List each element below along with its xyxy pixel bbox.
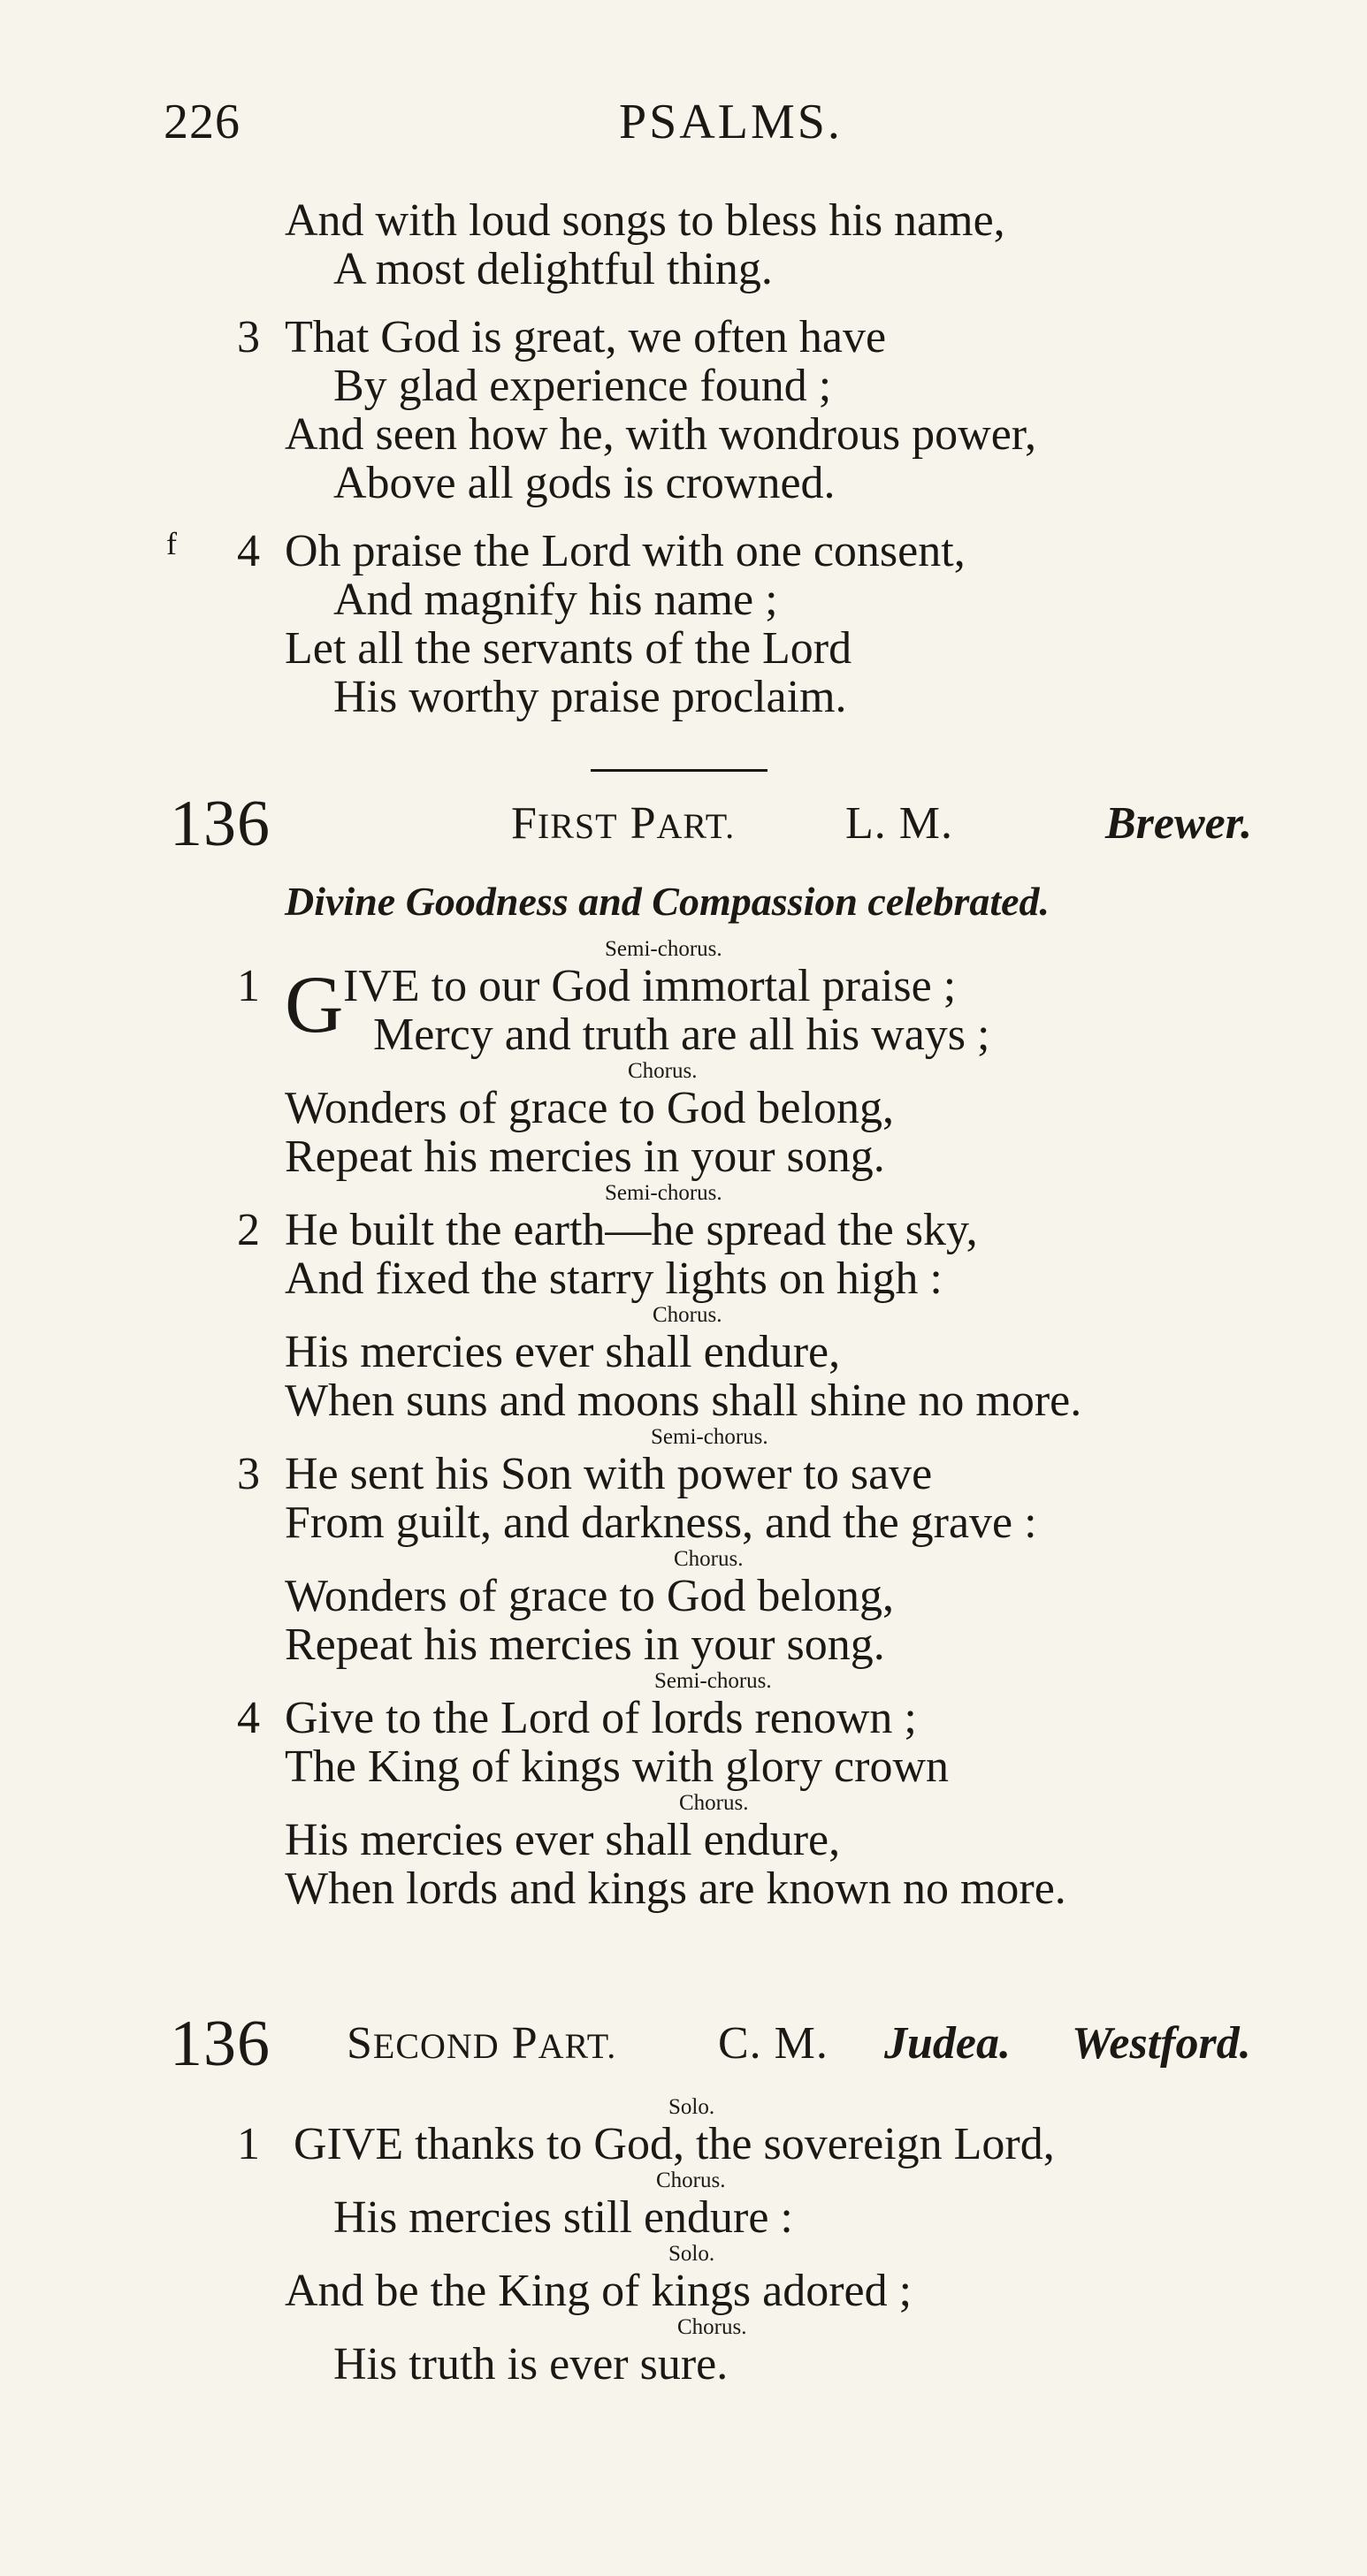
verse-line: Oh praise the Lord with one consent, — [285, 526, 966, 576]
dynamic-mark: f — [166, 526, 177, 561]
verse-line: And be the King of kings adored ; — [285, 2266, 913, 2316]
verse-number: 4 — [237, 526, 260, 576]
verse-line: His mercies ever shall endure, — [285, 1815, 841, 1865]
verse-1 — [0, 2095, 1367, 2389]
performance-cue: Semi-chorus. — [651, 1425, 768, 1449]
verse-line: And fixed the starry lights on high : — [285, 1254, 943, 1304]
page-number: 226 — [164, 95, 241, 149]
verse-1 — [0, 937, 1367, 1181]
verse-line: The King of kings with glory crown — [285, 1741, 950, 1792]
verse-line: GIVE thanks to God, the sovereign Lord, — [294, 2119, 1055, 2169]
verse-line: A most delightful thing. — [333, 244, 773, 294]
running-head: PSALMS. — [619, 95, 843, 149]
performance-cue: Semi-chorus. — [605, 1181, 722, 1205]
verse-number: 1 — [237, 2119, 260, 2169]
performance-cue: Chorus. — [679, 1791, 749, 1815]
verse-line: When lords and kings are known no more. — [285, 1863, 1066, 1914]
verse-4 — [0, 527, 1367, 721]
verse-3 — [0, 1425, 1367, 1669]
verse-line: Above all gods is crowned. — [333, 458, 836, 508]
verse-number: 3 — [237, 312, 260, 362]
tune-name: Brewer. — [1105, 798, 1253, 849]
hymn-title-second-part — [0, 2008, 1367, 2079]
hymn-subtitle: Divine Goodness and Compassion celebrated. — [285, 879, 1050, 924]
verse-number: 3 — [237, 1449, 260, 1499]
verse-line: IVE to our God immortal praise ; — [343, 961, 957, 1011]
verse-line: Repeat his mercies in your song. — [285, 1620, 885, 1670]
performance-cue: Semi-chorus. — [654, 1669, 772, 1693]
verse-line: From guilt, and darkness, and the grave : — [285, 1498, 1037, 1548]
verse-line: Wonders of grace to God belong, — [285, 1571, 894, 1621]
verse-2 — [0, 1181, 1367, 1425]
verse-line: His worthy praise proclaim. — [333, 672, 847, 722]
tune-name: Judea. — [884, 2018, 1011, 2069]
verse-4 — [0, 1669, 1367, 1913]
hymn-number: 136 — [170, 2008, 271, 2080]
verse-number: 1 — [237, 961, 260, 1011]
hymn-number: 136 — [170, 788, 271, 860]
performance-cue: Chorus. — [656, 2168, 726, 2192]
verse-line: His mercies ever shall endure, — [285, 1327, 841, 1377]
hymn-136-first-part-verses — [0, 937, 1367, 1913]
verse-line: His truth is ever sure. — [333, 2339, 729, 2389]
verse-line: By glad experience found ; — [333, 361, 832, 411]
performance-cue: Chorus. — [653, 1303, 722, 1327]
performance-cue: Solo. — [668, 2095, 715, 2119]
verse-number: 4 — [237, 1693, 260, 1743]
verse-line: He sent his Son with power to save — [285, 1449, 933, 1499]
verse-line: Give to the Lord of lords renown ; — [285, 1693, 917, 1743]
meter: C. M. — [718, 2018, 829, 2069]
verse-number: 2 — [237, 1205, 260, 1255]
page-header — [0, 94, 1367, 156]
verse-line: And with loud songs to bless his name, — [285, 195, 1005, 246]
verse-line: He built the earth—he spread the sky, — [285, 1205, 978, 1255]
part-label: FIRST PART. — [511, 798, 736, 849]
hymn-136-second-part-verses — [0, 2095, 1367, 2389]
verse-line: That God is great, we often have — [285, 312, 887, 362]
performance-cue: Solo. — [668, 2242, 715, 2266]
part-label: SECOND PART. — [347, 2018, 617, 2069]
performance-cue: Semi-chorus. — [605, 937, 722, 961]
continued-hymn — [0, 196, 1367, 721]
verse-line: His mercies still endure : — [333, 2192, 793, 2243]
verse-line: Repeat his mercies in your song. — [285, 1132, 885, 1182]
performance-cue: Chorus. — [674, 1547, 744, 1571]
hymn-title-first-part — [0, 789, 1367, 859]
performance-cue: Chorus. — [677, 2315, 747, 2339]
verse-line: And magnify his name ; — [333, 575, 778, 625]
verse-line: Let all the servants of the Lord — [285, 623, 852, 674]
verse-line: Mercy and truth are all his ways ; — [373, 1010, 990, 1060]
drop-cap: G — [285, 959, 344, 1049]
meter: L. M. — [845, 798, 953, 849]
performance-cue: Chorus. — [628, 1059, 698, 1083]
verse-line: And seen how he, with wondrous power, — [285, 409, 1037, 460]
verse-line: When suns and moons shall shine no more. — [285, 1376, 1082, 1426]
verse-3 — [0, 313, 1367, 507]
tune-name: Westford. — [1072, 2018, 1251, 2069]
verse-line: Wonders of grace to God belong, — [285, 1083, 894, 1133]
section-divider — [591, 769, 768, 772]
